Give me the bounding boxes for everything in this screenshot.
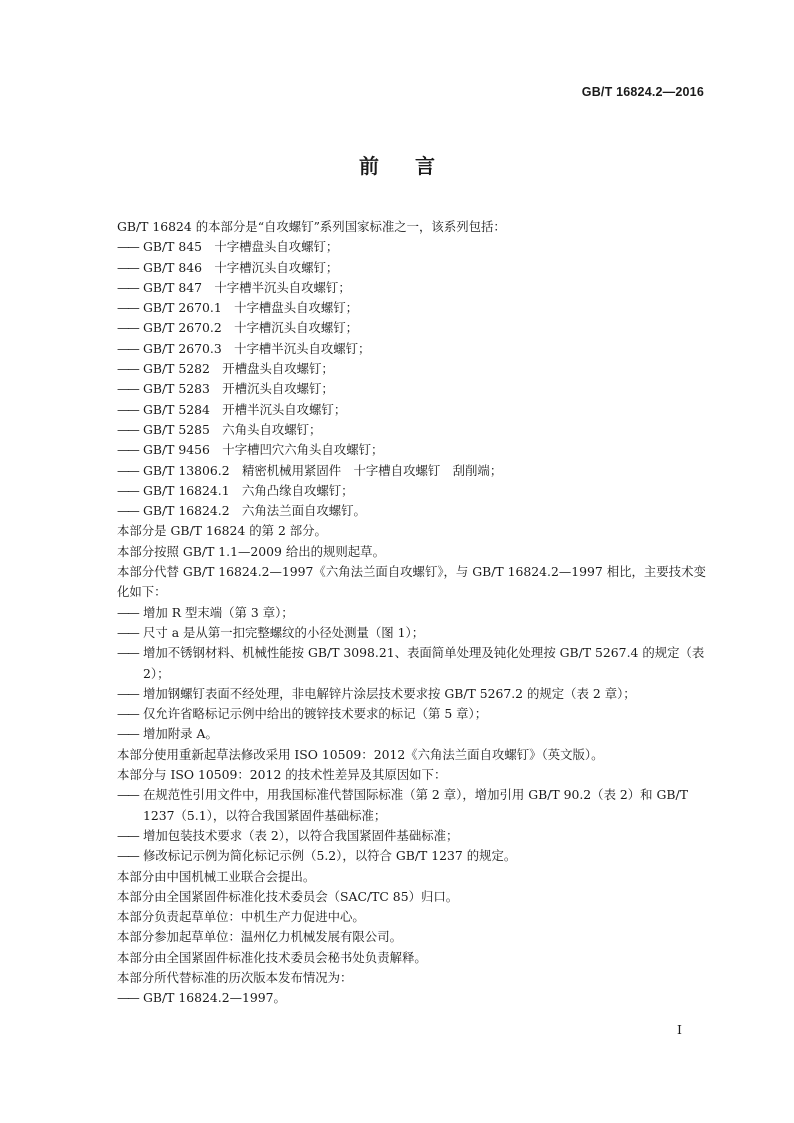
- paragraph: 本部分由全国紧固件标准化技术委员会秘书处负责解释。: [117, 949, 427, 965]
- page-number: I: [677, 1022, 682, 1037]
- paragraph: 本部分负责起草单位：中机生产力促进中心。: [117, 909, 365, 925]
- paragraph: 本部分代替 GB/T 16824.2—1997《六角法兰面自攻螺钉》，与 GB/T 16824.2—1997 相比，主要技术变化如下：: [117, 564, 706, 600]
- list-item: —— GB/T 9456 十字槽凹穴六角头自攻螺钉；: [117, 440, 707, 460]
- foreword-body: [117, 217, 707, 1009]
- list-item: —— GB/T 13806.2 精密机械用紧固件 十字槽自攻螺钉 刮削端；: [117, 461, 707, 481]
- list-item: —— GB/T 5282 开槽盘头自攻螺钉；: [117, 359, 707, 379]
- list-item: —— GB/T 846 十字槽沉头自攻螺钉；: [117, 258, 707, 278]
- list-item: —— GB/T 16824.1 六角凸缘自攻螺钉；: [117, 481, 707, 501]
- paragraph: GB/T 16824 的本部分是“自攻螺钉”系列国家标准之一，该系列包括：: [117, 219, 506, 234]
- list-item: —— GB/T 16824.2 六角法兰面自攻螺钉。: [117, 501, 707, 521]
- list-item: —— 增加钢螺钉表面不经处理，非电解锌片涂层技术要求按 GB/T 5267.2 的规定（表 2 章）；: [117, 684, 707, 704]
- standard-code: GB/T 16824.2—2016: [581, 85, 704, 99]
- list-item: —— GB/T 847 十字槽半沉头自攻螺钉；: [117, 278, 707, 298]
- paragraph: 本部分使用重新起草法修改采用 ISO 10509：2012《六角法兰面自攻螺钉》（英文版）。: [117, 746, 604, 762]
- list-item: —— 尺寸 a 是从第一扣完整螺纹的小径处测量（图 1）；: [117, 623, 707, 643]
- paragraph: 本部分由中国机械工业联合会提出。: [117, 868, 316, 884]
- list-item: —— 在规范性引用文件中，用我国标准代替国际标准（第 2 章），增加引用 GB/T 90.2（表 2）和 GB/T 1237（5.1），以符合我国紧固件基础标准；: [117, 785, 707, 826]
- list-item: —— GB/T 5283 开槽沉头自攻螺钉；: [117, 379, 707, 399]
- list-item: —— GB/T 16824.2—1997。: [117, 988, 707, 1008]
- list-item: —— 增加 R 型末端（第 3 章）；: [117, 603, 707, 623]
- list-item: —— GB/T 5284 开槽半沉头自攻螺钉；: [117, 400, 707, 420]
- list-item: —— 增加包装技术要求（表 2），以符合我国紧固件基础标准；: [117, 826, 707, 846]
- list-item: —— GB/T 2670.1 十字槽盘头自攻螺钉；: [117, 298, 707, 318]
- list-item: —— 增加附录 A。: [117, 724, 707, 744]
- list-item: —— 仅允许省略标记示例中给出的镀锌技术要求的标记（第 5 章）；: [117, 704, 707, 724]
- list-item: —— GB/T 845 十字槽盘头自攻螺钉；: [117, 237, 707, 257]
- page-title: 前言: [359, 154, 471, 178]
- paragraph: 本部分是 GB/T 16824 的第 2 部分。: [117, 523, 327, 539]
- list-item: —— GB/T 2670.3 十字槽半沉头自攻螺钉；: [117, 339, 707, 359]
- paragraph: 本部分参加起草单位：温州亿力机械发展有限公司。: [117, 929, 402, 945]
- paragraph: 本部分由全国紧固件标准化技术委员会（SAC/TC 85）归口。: [117, 888, 459, 904]
- paragraph: 本部分与 ISO 10509：2012 的技术性差异及其原因如下：: [117, 767, 447, 783]
- paragraph: 本部分按照 GB/T 1.1—2009 给出的规则起草。: [117, 543, 385, 559]
- list-item: —— GB/T 2670.2 十字槽沉头自攻螺钉；: [117, 318, 707, 338]
- list-item: —— 增加不锈钢材料、机械性能按 GB/T 3098.21、表面简单处理及钝化处理按 GB/T 5267.4 的规定（表 2）；: [117, 643, 707, 684]
- paragraph: 本部分所代替标准的历次版本发布情况为：: [117, 969, 353, 985]
- list-item: —— 修改标记示例为简化标记示例（5.2），以符合 GB/T 1237 的规定。: [117, 846, 707, 866]
- list-item: —— GB/T 5285 六角头自攻螺钉；: [117, 420, 707, 440]
